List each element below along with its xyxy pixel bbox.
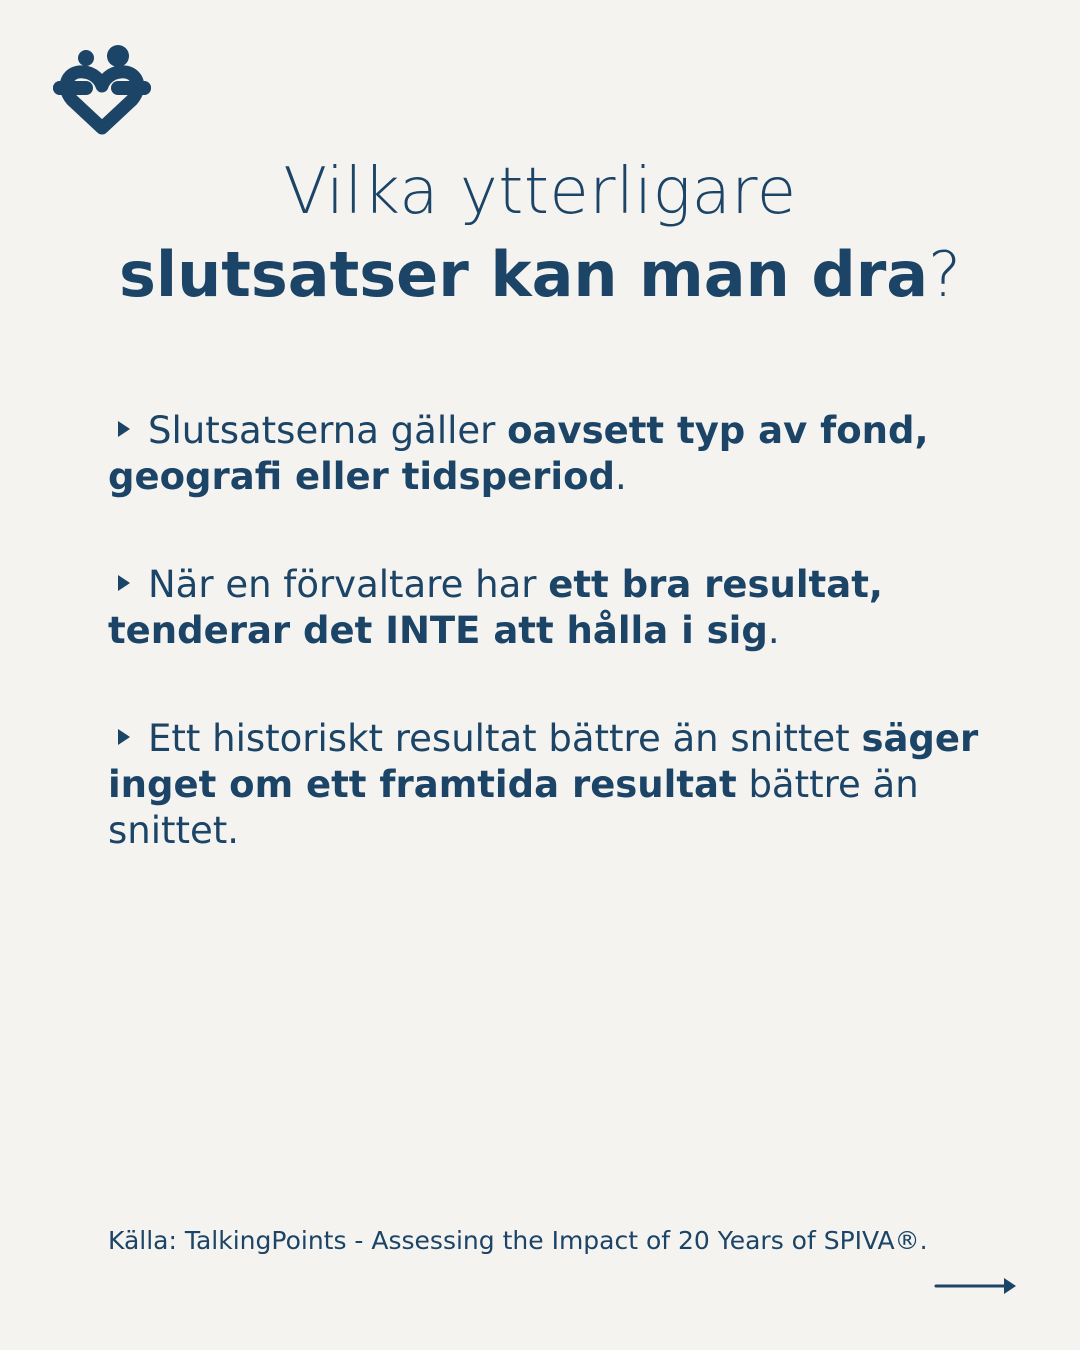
bullet-item-1 [108,408,1008,500]
bullet-1-text-bold: oavsett typ av fond, geografi eller tidsperiod [108,409,929,498]
title-line-1: Vilka ytterligare [283,155,797,229]
heart-people-logo-icon [52,42,152,136]
right-arrow-icon[interactable] [934,1276,1018,1296]
bullet-2-text-bold: ett bra resultat, tenderar det INTE att hålla i sig [108,563,883,652]
title-bold-part: slutsatser kan man dra [118,238,929,311]
page-title [0,150,1080,316]
bullet-1-text-end: . [614,455,627,498]
triangle-bullet-icon [118,575,130,591]
triangle-bullet-icon [118,729,130,745]
bullet-3-text-end: bättre än snittet. [108,763,919,852]
bullet-list [108,408,1008,916]
bullet-2-text-start: När en förvaltare har [148,563,549,606]
bullet-item-3 [108,716,1008,854]
title-question-mark: ? [928,238,962,311]
bullet-1-text-start: Slutsatserna gäller [148,409,508,452]
bullet-2-text-end: . [767,609,780,652]
source-citation: Källa: TalkingPoints - Assessing the Impact of 20 Years of SPIVA®. [108,1226,928,1255]
triangle-bullet-icon [118,421,130,437]
bullet-item-2 [108,562,1008,654]
title-line-2 [0,234,1080,316]
bullet-3-text-bold: säger inget om ett framtida resultat [108,717,979,806]
bullet-3-text-start: Ett historiskt resultat bättre än snittet [148,717,862,760]
